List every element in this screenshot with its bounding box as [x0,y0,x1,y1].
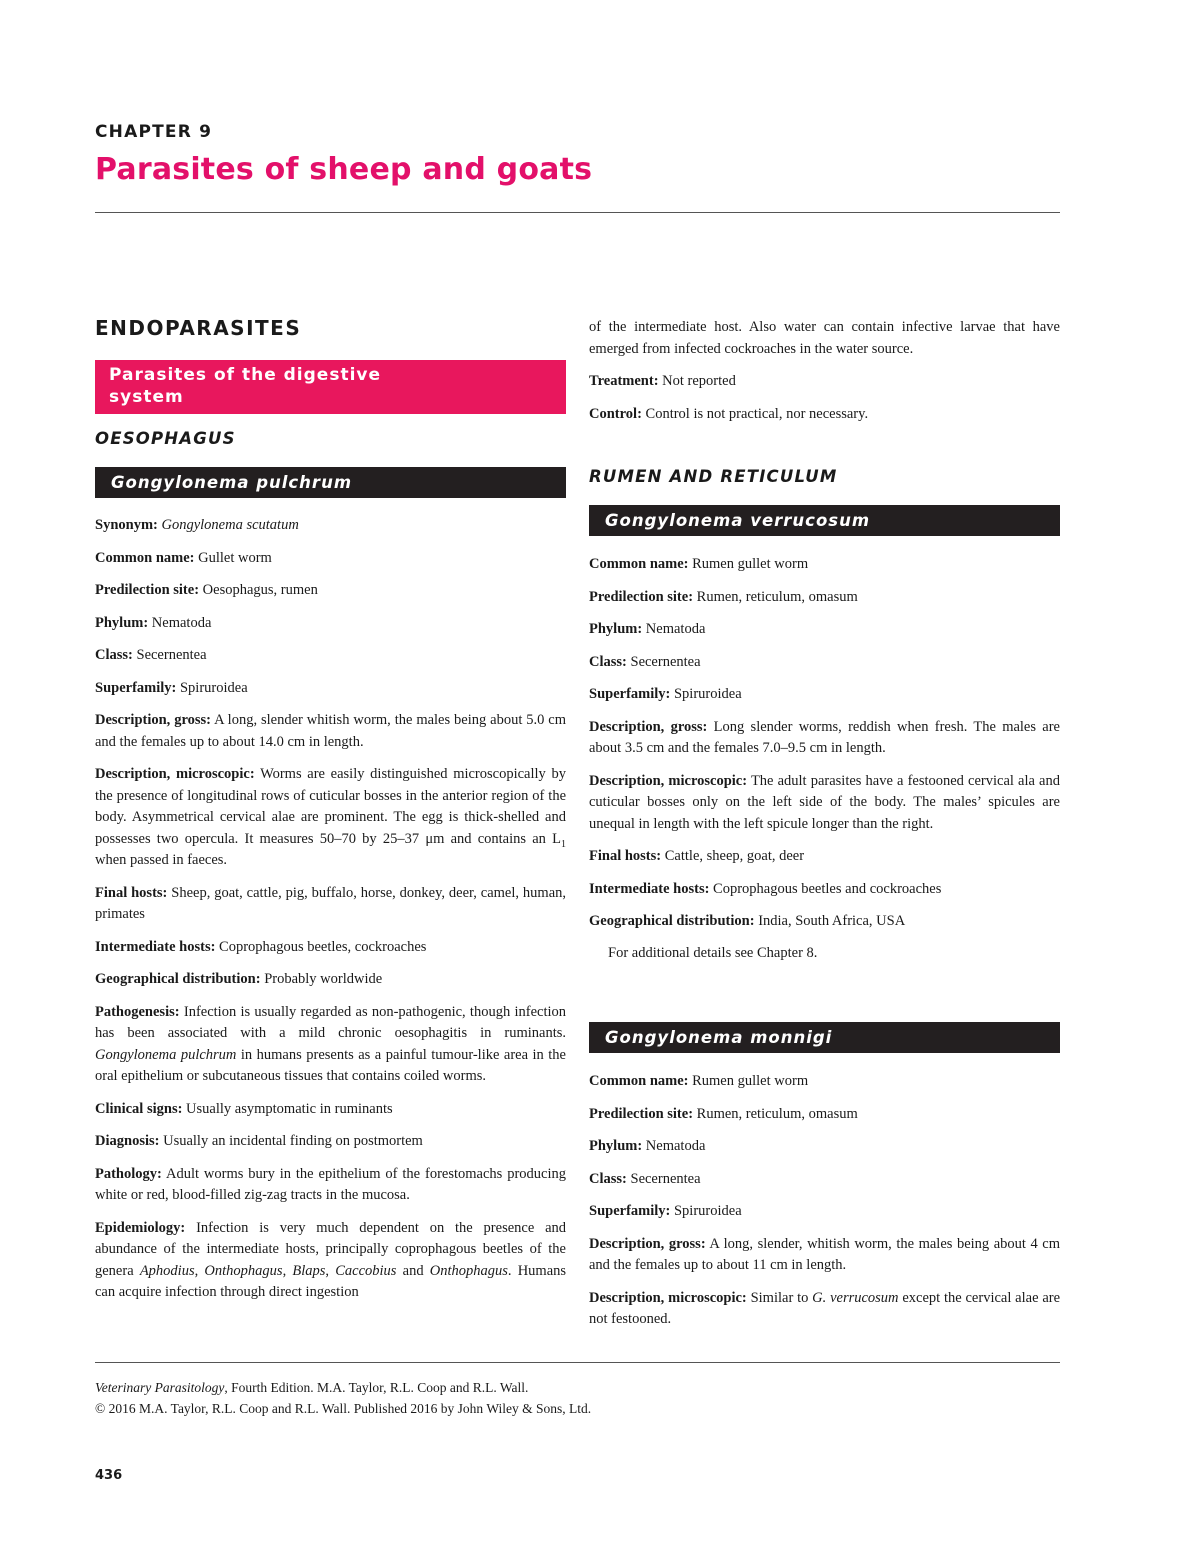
entry-common-name: Common name: Rumen gullet worm [589,1073,809,1089]
entry-intermediate-hosts: Intermediate hosts: Coprophagous beetles and cockroaches [589,880,942,897]
entry-diagnosis: Diagnosis: Usually an incidental finding on postmortem [95,1133,423,1149]
entry-predilection-site: Predilection site: Oesophagus, rumen [95,582,318,598]
entry-intermediate-hosts: Intermediate hosts: Coprophagous beetles, cockroaches [95,938,427,955]
species-bar-gongylonema-pulchrum: Gongylonema pulchrum [95,467,566,498]
entry-description-microscopic: Description, microscopic: The adult parasites have a festooned cervical ala and cuticular bosses only on the left side of the body. The males’ spicules are unequal in length with the left spicule longer than the right. [589,772,1060,832]
entry-epidemiology-continued: of the intermediate host. Also water can contain infective larvae that have emerged from infected cockroaches in the water source. [589,319,1060,357]
entry-treatment: Treatment: Not reported [589,373,736,389]
entry-clinical-signs: Clinical signs: Usually asymptomatic in ruminants [95,1100,393,1117]
entry-description-gross: Description, gross: Long slender worms, reddish when fresh. The males are about 3.5 cm and the females 7.0–9.5 cm in length. [589,718,1060,756]
entry-geographical-distribution: Geographical distribution: Probably worldwide [95,971,383,987]
entry-description-gross: Description, gross: A long, slender, whitish worm, the males being about 4 cm and the females up to about 11 cm in length. [589,1235,1061,1273]
entry-description-microscopic: Description, microscopic: Worms are easily distinguished microscopically by the presence of longitudinal rows of cuticular bosses in the anterior region of the body. Asymmetrical cervical alae are prominent. The egg is thick-shelled and possesses two opercula. It measures 50–70 by 25–37 μm and contains an $L_1$ when passed in faeces. [95,766,566,868]
chapter-label: CHAPTER 9 [95,122,213,142]
monnigi-entries [589,1071,1060,1331]
footer-copyright: © 2016 M.A. Taylor, R.L. Coop and R.L. Wall. Published 2016 by John Wiley & Sons, Ltd. [95,1401,592,1416]
entry-predilection-site: Predilection site: Rumen, reticulum, omasum [589,1105,858,1122]
see-also-note: For additional details see Chapter 8. [608,944,818,961]
entry-common-name: Common name: Rumen gullet worm [589,556,809,572]
entry-class: Class: Secernentea [95,647,207,663]
entry-pathology: Pathology: Adult worms bury in the epithelium of the forestomachs producing white or red, blood-filled zig-zag tracts in the mucosa. [95,1165,567,1203]
entry-predilection-site: Predilection site: Rumen, reticulum, omasum [589,588,858,605]
subsection-box [95,360,566,414]
organ-heading-rumen-reticulum: RUMEN AND RETICULUM [589,467,838,486]
oesophagus-entries [95,515,566,1304]
section-title: ENDOPARASITES [95,316,302,340]
footer-rule [95,1362,1060,1363]
entry-geographical-distribution: Geographical distribution: India, South Africa, USA [589,913,906,929]
species-bar-gongylonema-verrucosum: Gongylonema verrucosum [589,505,1060,536]
page-number: 436 [95,1468,123,1483]
species-bar-gongylonema-monnigi: Gongylonema monnigi [589,1022,1060,1053]
entry-synonym: Synonym: Gongylonema scutatum [95,517,299,533]
entry-superfamily: Superfamily: Spiruroidea [95,679,248,696]
footer-citation: Veterinary Parasitology, Fourth Edition. M.A. Taylor, R.L. Coop and R.L. Wall. [95,1380,529,1395]
entry-final-hosts: Final hosts: Cattle, sheep, goat, deer [589,848,805,864]
entry-control: Control: Control is not practical, nor necessary. [589,405,869,422]
entry-description-gross: Description, gross: A long, slender whitish worm, the males being about 5.0 cm and the females up to about 14.0 cm in length. [95,712,566,750]
organ-heading-oesophagus: OESOPHAGUS [95,429,236,448]
entry-superfamily: Superfamily: Spiruroidea [589,1203,742,1219]
subsection-title-line1: Parasites of the digestive [109,365,382,385]
entry-phylum: Phylum: Nematoda [95,614,212,631]
entry-class: Class: Secernentea [589,653,701,670]
entry-phylum: Phylum: Nematoda [589,1138,706,1154]
entry-class: Class: Secernentea [589,1170,701,1187]
rumen-entries [589,554,1060,964]
entry-pathogenesis: Pathogenesis: Infection is usually regarded as non-pathogenic, though infection has been associated with a mild chronic oesophagitis in ruminants. Gongylonema pulchrum in humans presents as a painful tumour-like area in the oral epithelium or subcutaneous tissues that contains coiled worms. [95,1003,566,1084]
entry-superfamily: Superfamily: Spiruroidea [589,686,742,702]
entry-epidemiology: Epidemiology: Infection is very much dependent on the presence and abundance of the intermediate hosts, principally coprophagous beetles of the genera Aphodius, Onthophagus, Blaps, Caccobius and Onthophagus. Humans can acquire infection through direct ingestion [95,1219,567,1300]
epidemiology-continued-block [589,317,1060,425]
entry-phylum: Phylum: Nematoda [589,621,706,637]
entry-common-name: Common name: Gullet worm [95,549,272,566]
entry-description-microscopic: Description, microscopic: Similar to G. verrucosum except the cervical alae are not festooned. [589,1289,1061,1327]
chapter-title: Parasites of sheep and goats [95,152,593,187]
header-rule [95,212,1060,213]
entry-final-hosts: Final hosts: Sheep, goat, cattle, pig, buffalo, horse, donkey, deer, camel, human, primates [95,884,566,922]
subsection-title-line2: system [109,387,184,407]
